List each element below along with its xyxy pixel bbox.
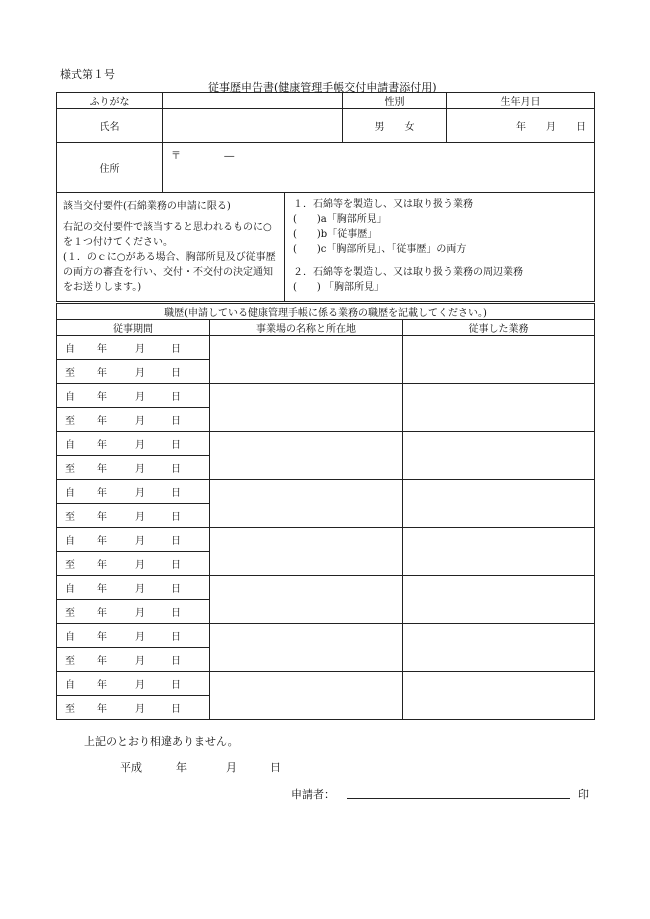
- month-label: 月: [135, 392, 145, 403]
- option1-a[interactable]: ( )a「胸部所見」: [293, 214, 387, 225]
- work-field[interactable]: [403, 480, 595, 528]
- year-label: 年: [97, 536, 107, 547]
- declaration: 上記のとおり相違ありません。: [84, 735, 239, 748]
- month-label: 月: [135, 344, 145, 355]
- requirement-note: (１．のｃに○がある場合、胸部所見及び従事歴の両方の審査を行い、交付・不交付の決定通知をお送りします。): [63, 252, 276, 293]
- month-label: 月: [135, 632, 145, 643]
- applicant-sign-label: 申請者：: [291, 788, 335, 801]
- period-to-label: 至: [65, 368, 75, 379]
- year-label: 年: [97, 344, 107, 355]
- day-label: 日: [171, 680, 181, 691]
- day-label: 日: [171, 608, 181, 619]
- period-from-cell[interactable]: [57, 480, 210, 504]
- period-to-cell[interactable]: [57, 456, 210, 480]
- history-table: [56, 303, 595, 720]
- period-to-label: 至: [65, 512, 75, 523]
- year-label: 年: [97, 584, 107, 595]
- period-to-cell[interactable]: [57, 504, 210, 528]
- month-label: 月: [135, 656, 145, 667]
- signature-line[interactable]: [347, 798, 570, 799]
- requirement-instruction: 右記の交付要件で該当すると思われるものに○を１つ付けてください。: [63, 222, 272, 248]
- period-from-label: 自: [65, 680, 75, 691]
- year-label: 年: [97, 632, 107, 643]
- day-label: 日: [171, 632, 181, 643]
- day-label: 日: [171, 368, 181, 379]
- period-from-label: 自: [65, 584, 75, 595]
- work-field[interactable]: [403, 576, 595, 624]
- furigana-field[interactable]: [163, 93, 343, 109]
- year-label: 年: [97, 512, 107, 523]
- postal-mark: 〒: [171, 151, 181, 162]
- period-from-label: 自: [65, 344, 75, 355]
- month-label: 月: [135, 536, 145, 547]
- date-month: 月: [226, 761, 237, 774]
- day-label: 日: [171, 392, 181, 403]
- requirement-options: [285, 193, 595, 302]
- requirement-description: [57, 193, 285, 302]
- month-label: 月: [135, 416, 145, 427]
- day-label: 日: [171, 488, 181, 499]
- year-label: 年: [97, 440, 107, 451]
- seal-mark: 印: [578, 788, 589, 801]
- address-field[interactable]: [163, 143, 595, 193]
- work-field[interactable]: [403, 336, 595, 384]
- period-to-cell[interactable]: [57, 552, 210, 576]
- year-label: 年: [97, 608, 107, 619]
- year-label: 年: [97, 680, 107, 691]
- option1-b[interactable]: ( )b「従事歴」: [293, 229, 378, 240]
- form-number: 様式第１号: [60, 68, 115, 81]
- year-label: 年: [97, 392, 107, 403]
- option1-c[interactable]: ( )c「胸部所見」、「従事歴」の両方: [293, 244, 467, 255]
- period-from-cell[interactable]: [57, 384, 210, 408]
- history-row: [57, 480, 595, 504]
- day-label: 日: [171, 464, 181, 475]
- day-label: 日: [171, 440, 181, 451]
- history-row: [57, 528, 595, 552]
- period-to-label: 至: [65, 608, 75, 619]
- month-label: 月: [135, 560, 145, 571]
- year-label: 年: [97, 416, 107, 427]
- workplace-field[interactable]: [210, 576, 403, 624]
- history-row: [57, 672, 595, 696]
- period-to-label: 至: [65, 704, 75, 715]
- birthdate-field[interactable]: 年 月 日: [447, 109, 595, 143]
- workplace-field[interactable]: [210, 336, 403, 384]
- history-row: [57, 432, 595, 456]
- month-label: 月: [135, 440, 145, 451]
- month-label: 月: [135, 488, 145, 499]
- applicant-table: [56, 92, 595, 193]
- workplace-field[interactable]: [210, 384, 403, 432]
- postal-dash: ―: [224, 151, 235, 162]
- furigana-label: ふりがな: [57, 93, 163, 109]
- history-row: [57, 384, 595, 408]
- gender-options[interactable]: 男 女: [343, 109, 447, 143]
- year-label: 年: [97, 464, 107, 475]
- period-from-label: 自: [65, 488, 75, 499]
- option1-title: １．石綿等を製造し、又は取り扱う業務: [293, 199, 473, 210]
- workplace-header: 事業場の名称と所在地: [210, 320, 403, 336]
- gender-label: 性別: [343, 93, 447, 109]
- requirement-heading: 該当交付要件(石綿業務の申請に限る): [63, 201, 231, 212]
- history-row: [57, 576, 595, 600]
- period-to-label: 至: [65, 464, 75, 475]
- workplace-field[interactable]: [210, 624, 403, 672]
- month-label: 月: [135, 704, 145, 715]
- option2-title: ２．石綿等を製造し、又は取り扱う業務の周辺業務: [293, 267, 523, 278]
- month-label: 月: [135, 368, 145, 379]
- period-from-cell[interactable]: [57, 672, 210, 696]
- workplace-field[interactable]: [210, 528, 403, 576]
- month-label: 月: [135, 584, 145, 595]
- period-to-label: 至: [65, 560, 75, 571]
- history-heading: 職歴(申請している健康管理手帳に係る業務の職歴を記載してください。): [57, 304, 595, 320]
- period-from-label: 自: [65, 632, 75, 643]
- period-to-cell[interactable]: [57, 648, 210, 672]
- month-label: 月: [135, 608, 145, 619]
- period-to-label: 至: [65, 416, 75, 427]
- period-to-cell[interactable]: [57, 408, 210, 432]
- name-label: 氏名: [57, 109, 163, 143]
- workplace-field[interactable]: [210, 672, 403, 720]
- day-label: 日: [171, 656, 181, 667]
- period-from-label: 自: [65, 440, 75, 451]
- name-field[interactable]: [163, 109, 343, 143]
- work-header: 従事した業務: [403, 320, 595, 336]
- requirement-table: [56, 192, 595, 302]
- birthdate-label: 生年月日: [447, 93, 595, 109]
- month-label: 月: [135, 512, 145, 523]
- workplace-field[interactable]: [210, 480, 403, 528]
- period-from-cell[interactable]: [57, 576, 210, 600]
- period-to-cell[interactable]: [57, 360, 210, 384]
- month-label: 月: [135, 680, 145, 691]
- month-label: 月: [135, 464, 145, 475]
- work-field[interactable]: [403, 528, 595, 576]
- option2-a[interactable]: ( ) 「胸部所見」: [293, 282, 384, 293]
- date-era: 平成: [120, 761, 142, 774]
- day-label: 日: [171, 416, 181, 427]
- period-from-label: 自: [65, 536, 75, 547]
- workplace-field[interactable]: [210, 432, 403, 480]
- year-label: 年: [97, 488, 107, 499]
- work-field[interactable]: [403, 384, 595, 432]
- day-label: 日: [171, 344, 181, 355]
- year-label: 年: [97, 368, 107, 379]
- address-label: 住所: [57, 143, 163, 193]
- period-from-cell[interactable]: [57, 432, 210, 456]
- period-to-label: 至: [65, 656, 75, 667]
- work-field[interactable]: [403, 432, 595, 480]
- period-to-cell[interactable]: [57, 696, 210, 720]
- date-year: 年: [176, 761, 187, 774]
- day-label: 日: [171, 704, 181, 715]
- date-day: 日: [270, 761, 281, 774]
- day-label: 日: [171, 512, 181, 523]
- year-label: 年: [97, 704, 107, 715]
- year-label: 年: [97, 656, 107, 667]
- page-title: 従事歴申告書(健康管理手帳交付申請書添付用): [208, 81, 437, 94]
- period-from-cell[interactable]: [57, 528, 210, 552]
- period-from-label: 自: [65, 392, 75, 403]
- work-field[interactable]: [403, 624, 595, 672]
- period-from-cell[interactable]: [57, 336, 210, 360]
- period-header: 従事期間: [57, 320, 210, 336]
- history-row: [57, 336, 595, 360]
- history-row: [57, 624, 595, 648]
- period-from-cell[interactable]: [57, 624, 210, 648]
- day-label: 日: [171, 584, 181, 595]
- year-label: 年: [97, 560, 107, 571]
- day-label: 日: [171, 536, 181, 547]
- day-label: 日: [171, 560, 181, 571]
- work-field[interactable]: [403, 672, 595, 720]
- period-to-cell[interactable]: [57, 600, 210, 624]
